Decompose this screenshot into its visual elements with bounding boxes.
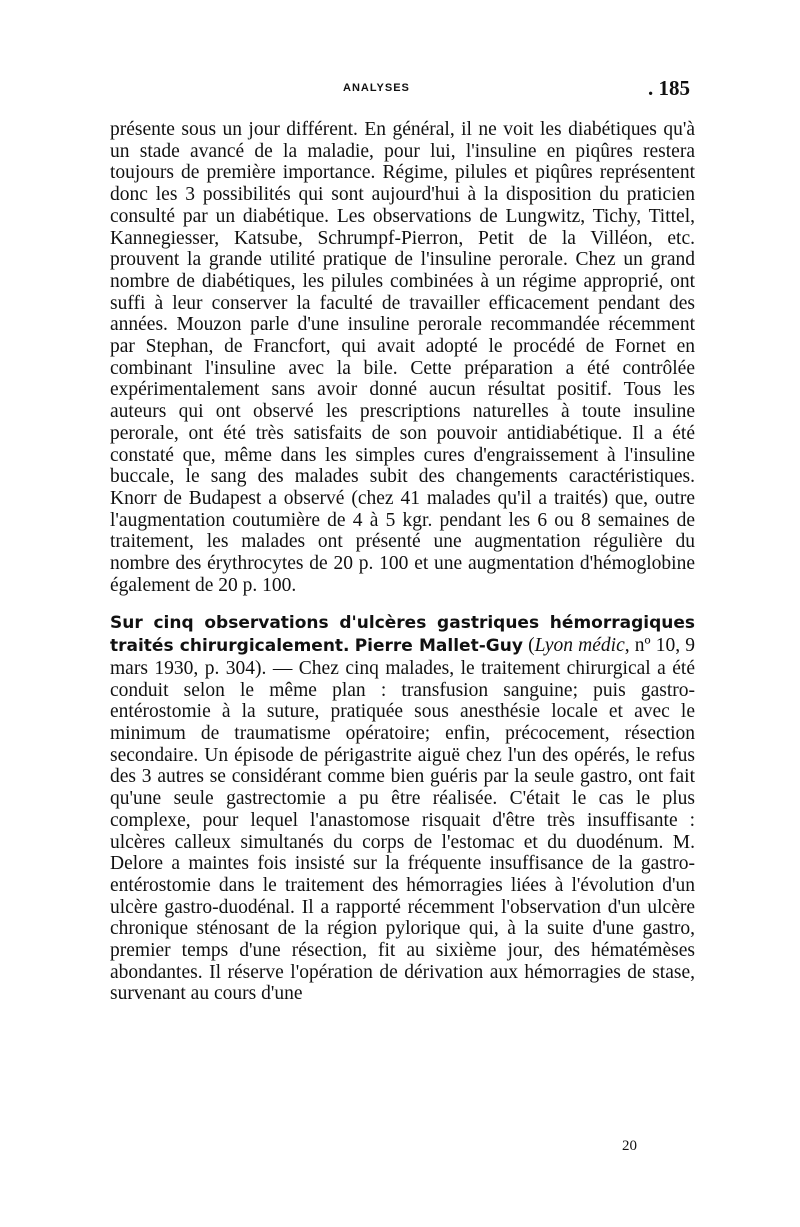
article-title: Sur cinq observations d'ulcères gastriques hémorragiques traités chirurgicalement. [110,613,695,657]
page-header [0,76,800,106]
article-author: Pierre Mallet-Guy [354,636,523,657]
body-text [110,119,695,1005]
paragraph-diabetes: présente sous un jour différent. En général, il ne voit les diabétiques qu'à un stade avancé de la maladie, pour lui, l'insuline en piqûres restera toujours de première importance. Régime, pilules et piqûres représentent donc les 3 possibilités qui sont aujourd'hui à la disposition du praticien consulté par un diabétique. Les observations de Lungwitz, Tichy, Tittel, Kannegiesser, Katsube, Schrumpf-Pierron, Petit de la Villéon, etc. prouvent la grande utilité pratique de l'insuline perorale. Chez un grand nombre de diabétiques, les pilules combinées à un régime approprié, ont suffi à leur conserver la faculté de travailler efficacement pendant des années. Mouzon parle d'une insuline perorale recommandée récemment par Stephan, de Francfort, qui avait adopté le procédé de Fornet en combinant l'insuline avec la bile. Cette préparation a été contrôlée expérimentalement sans avoir donné aucun résultat positif. Tous les auteurs qui ont observé les prescriptions naturelles à toute insuline perorale, ont été très satisfaits de son pouvoir antidiabétique. Il a été constaté que, même dans les simples cures d'engraissement à l'insuline buccale, le sang des malades subit des changements caractéristiques. Knorr de Budapest a observé (chez 41 malades qu'il a traités) que, outre l'augmentation coutumière de 4 à 5 kgr. pendant les 6 ou 8 semaines de traitement, les malades ont présenté une augmentation régulière du nombre des érythrocytes de 20 p. 100 et une augmentation d'hémoglobine également de 20 p. 100. [110,119,695,596]
page-number: . 185 [648,76,690,100]
signature-mark: 20 [622,1138,637,1154]
journal-open: ( [528,635,535,657]
citation: , nº 10, 9 mars 1930, p. 304). — [110,635,696,679]
paragraph-ulcers [110,612,695,1005]
article-text: Chez cinq malades, le traitement chirurgical a été conduit selon le même plan : transfusion sanguine; puis gastro-entérostomie à la suture, pratiquée sous anesthésie locale et avec le minimum de traumatisme opératoire; enfin, précocement, résection secondaire. Un épisode de périgastrite aiguë chez l'un des opérés, le refus des 3 autres se considérant comme bien guéris par la seule gastro, ont fait qu'une seule gastrectomie a pu être réalisée. C'était le cas le plus complexe, pour lequel l'anastomose risquait d'être très insuffisante : ulcères calleux simultanés du corps de l'estomac et du duodénum. M. Delore a maintes fois insisté sur la fréquente insuffisance de la gastro-entérostomie dans le traitement des hémorragies liées à l'évolution d'un ulcère gastro-duodénal. Il a rapporté récemment l'observation d'un ulcère chronique sténosant de la région pylorique qui, à la suite d'une gastro, premier temps d'une résection, fit au sixième jour, des hématémèses abondantes. Il réserve l'opération de dérivation aux hémorragies de stase, survenant au cours d'une [110,657,695,1005]
running-head: ANALYSES [343,82,410,94]
journal-name: Lyon médic [534,635,625,657]
